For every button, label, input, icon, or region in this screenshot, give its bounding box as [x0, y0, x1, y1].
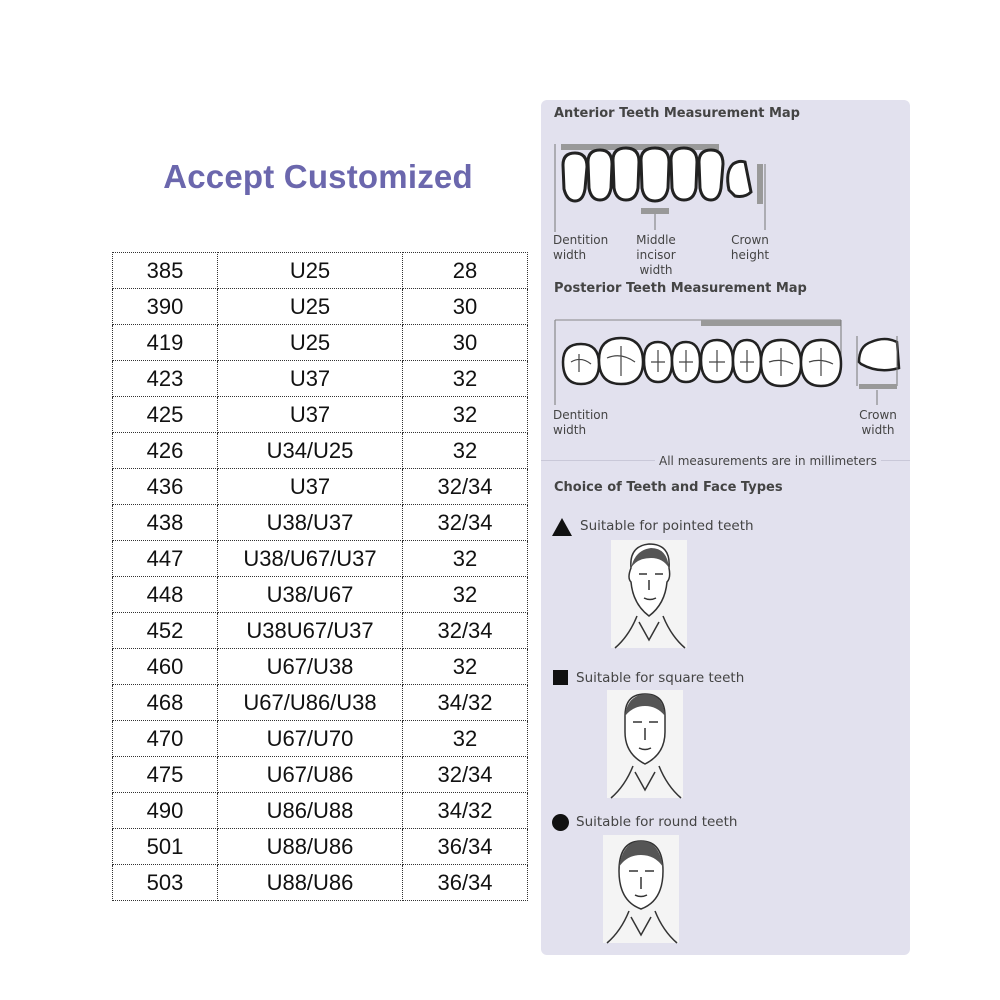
square-icon: [553, 670, 568, 685]
round-face-image: [603, 835, 679, 943]
table-cell: 32/34: [403, 613, 528, 649]
anterior-map-title: Anterior Teeth Measurement Map: [554, 106, 800, 121]
table-cell: U38U67/U37: [218, 613, 403, 649]
table-cell: U37: [218, 361, 403, 397]
label-line: width: [861, 423, 895, 437]
table-cell: 30: [403, 325, 528, 361]
table-cell: U88/U86: [218, 829, 403, 865]
table-cell: U25: [218, 253, 403, 289]
table-cell: U38/U67: [218, 577, 403, 613]
table-cell: U86/U88: [218, 793, 403, 829]
table-cell: 32/34: [403, 757, 528, 793]
label-line: width: [553, 248, 587, 262]
square-teeth-label: Suitable for square teeth: [576, 670, 745, 686]
label-line: height: [730, 248, 770, 262]
table-cell: 436: [113, 469, 218, 505]
label-line: Dentition: [553, 233, 609, 247]
table-row: [113, 757, 528, 793]
table-cell: U88/U86: [218, 865, 403, 901]
table-row: [113, 289, 528, 325]
round-teeth-label: Suitable for round teeth: [576, 814, 738, 830]
table-cell: 385: [113, 253, 218, 289]
table-cell: 448: [113, 577, 218, 613]
table-row: [113, 325, 528, 361]
table-cell: U67/U38: [218, 649, 403, 685]
table-cell: 501: [113, 829, 218, 865]
table-cell: U67/U70: [218, 721, 403, 757]
table-row: [113, 865, 528, 901]
posterior-dentition-width-label: [553, 408, 608, 438]
table-cell: 490: [113, 793, 218, 829]
table-cell: U25: [218, 289, 403, 325]
table-cell: 32/34: [403, 469, 528, 505]
measurement-panel: [541, 100, 910, 955]
table-cell: U37: [218, 397, 403, 433]
label-line: Middle incisor: [636, 233, 676, 262]
size-table: [112, 252, 528, 901]
table-cell: 475: [113, 757, 218, 793]
posterior-teeth-diagram: [541, 100, 910, 440]
table-row: [113, 829, 528, 865]
table-cell: 452: [113, 613, 218, 649]
units-note: All measurements are in millimeters: [655, 454, 881, 468]
table-cell: 447: [113, 541, 218, 577]
pointed-teeth-label: Suitable for pointed teeth: [580, 518, 754, 534]
table-cell: 32: [403, 541, 528, 577]
table-cell: 460: [113, 649, 218, 685]
table-cell: 36/34: [403, 865, 528, 901]
table-cell: 425: [113, 397, 218, 433]
table-cell: 423: [113, 361, 218, 397]
triangle-icon: [552, 518, 572, 536]
table-cell: U67/U86: [218, 757, 403, 793]
page-title: Accept Customized: [163, 158, 473, 195]
table-cell: U37: [218, 469, 403, 505]
table-row: [113, 505, 528, 541]
table-cell: 426: [113, 433, 218, 469]
table-row: [113, 541, 528, 577]
posterior-map-title: Posterior Teeth Measurement Map: [554, 281, 807, 296]
table-cell: 438: [113, 505, 218, 541]
label-line: Crown: [731, 233, 769, 247]
table-row: [113, 721, 528, 757]
label-line: width: [639, 263, 673, 277]
table-cell: 32: [403, 721, 528, 757]
size-table-body: [113, 253, 528, 901]
table-cell: 470: [113, 721, 218, 757]
table-row: [113, 361, 528, 397]
table-row: [113, 397, 528, 433]
table-cell: U25: [218, 325, 403, 361]
crown-width-label: [851, 408, 905, 438]
table-cell: U67/U86/U38: [218, 685, 403, 721]
table-cell: 36/34: [403, 829, 528, 865]
table-row: [113, 577, 528, 613]
table-cell: 28: [403, 253, 528, 289]
face-types-title: Choice of Teeth and Face Types: [554, 480, 783, 495]
table-cell: U34/U25: [218, 433, 403, 469]
table-cell: U38/U37: [218, 505, 403, 541]
table-row: [113, 253, 528, 289]
table-row: [113, 685, 528, 721]
table-row: [113, 613, 528, 649]
table-cell: 390: [113, 289, 218, 325]
label-line: width: [553, 423, 587, 437]
table-cell: 34/32: [403, 685, 528, 721]
table-cell: 34/32: [403, 793, 528, 829]
table-cell: 503: [113, 865, 218, 901]
table-cell: 468: [113, 685, 218, 721]
pointed-face-image: [611, 540, 687, 648]
table-row: [113, 469, 528, 505]
table-cell: 30: [403, 289, 528, 325]
table-cell: 32: [403, 397, 528, 433]
table-cell: 32: [403, 577, 528, 613]
circle-icon: [552, 814, 569, 831]
table-row: [113, 793, 528, 829]
label-line: Crown: [859, 408, 897, 422]
table-cell: 32/34: [403, 505, 528, 541]
table-row: [113, 433, 528, 469]
table-cell: 419: [113, 325, 218, 361]
table-cell: 32: [403, 433, 528, 469]
table-cell: 32: [403, 361, 528, 397]
table-cell: U38/U67/U37: [218, 541, 403, 577]
table-cell: 32: [403, 649, 528, 685]
square-face-image: [607, 690, 683, 798]
label-line: Dentition: [553, 408, 609, 422]
table-row: [113, 649, 528, 685]
